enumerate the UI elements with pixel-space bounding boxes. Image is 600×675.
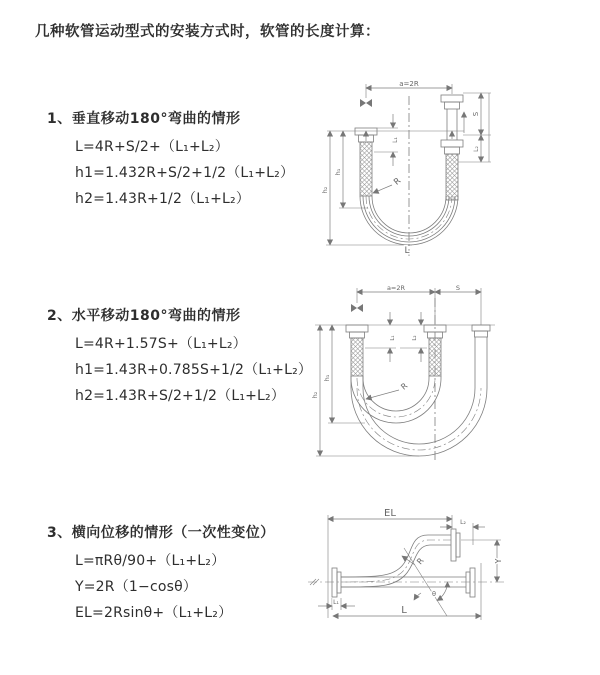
left-flange [332,568,341,597]
diagram-vertical-180-bend [303,70,550,262]
section-horizontal-movement [47,305,312,409]
formula-el: EL=2Rsinθ+（L₁+L₂） [75,605,233,621]
hose-u-outer [351,337,487,456]
formula-h1: h1=1.43R+0.785S+1/2（L₁+L₂） [75,362,313,378]
section-2-heading: 2、水平移动180°弯曲的情形 [47,308,241,324]
radius-leader [373,185,392,193]
diagram-lateral-displacement [298,500,598,645]
label-a2r: a=2R [399,80,419,88]
section-vertical-movement [47,108,294,212]
label-l1: L₁ [392,137,399,143]
right-fitting [441,95,463,200]
valve-icon [360,99,372,107]
diagram-horizontal-180-bend [300,280,552,464]
formula-length: L=4R+1.57S+（L₁+L₂） [75,336,247,352]
label-l2: L₂ [412,335,418,341]
label-a2r: a=2R [386,284,406,292]
label-l1: L₁ [333,599,339,606]
section-1-heading: 1、垂直移动180°弯曲的情形 [47,111,241,127]
formula-length: L=πRθ/90+（L₁+L₂） [75,553,226,569]
left-fitting [346,325,368,376]
formula-h2: h2=1.43R+1/2（L₁+L₂） [75,191,251,207]
formula-y: Y=2R（1−cosθ） [75,579,198,595]
formula-length: L=4R+S/2+（L₁+L₂） [75,139,229,155]
label-theta: θ [432,590,436,598]
radius-leader [366,390,399,399]
label-l2: L₂ [460,519,466,526]
label-h1: h₁ [323,374,331,382]
angle-arc [437,582,448,601]
right-fitting [472,325,490,337]
valve-icon [351,304,363,312]
label-el: EL [384,508,396,519]
label-h1: h₁ [334,168,342,176]
label-h2: h₂ [321,186,329,194]
label-h2: h₂ [311,391,319,399]
label-r: R [392,176,404,188]
label-s: S [455,284,461,292]
label-r: R [399,381,410,392]
label-s: S [472,111,480,117]
label-l: L [404,246,410,256]
hose-displaced-position [341,529,460,587]
formula-h1: h1=1.432R+S/2+1/2（L₁+L₂） [75,165,295,181]
hose-u-inner [351,376,441,423]
page-title: 几种软管运动型式的安装方式时，软管的长度计算： [35,24,380,40]
formula-h2: h2=1.43R+S/2+1/2（L₁+L₂） [75,388,286,404]
label-l1: L₁ [390,335,396,341]
label-l2: L₂ [473,146,480,152]
label-r: R [415,556,426,567]
hose-original-position [341,568,475,597]
label-y: Y [494,558,503,564]
braided-hose-left [360,142,372,196]
braided-hose-right [446,154,458,200]
section-lateral-displacement [47,522,275,626]
label-l: L [401,605,407,616]
section-3-heading: 3、横向位移的情形（一次性变位） [47,525,275,541]
